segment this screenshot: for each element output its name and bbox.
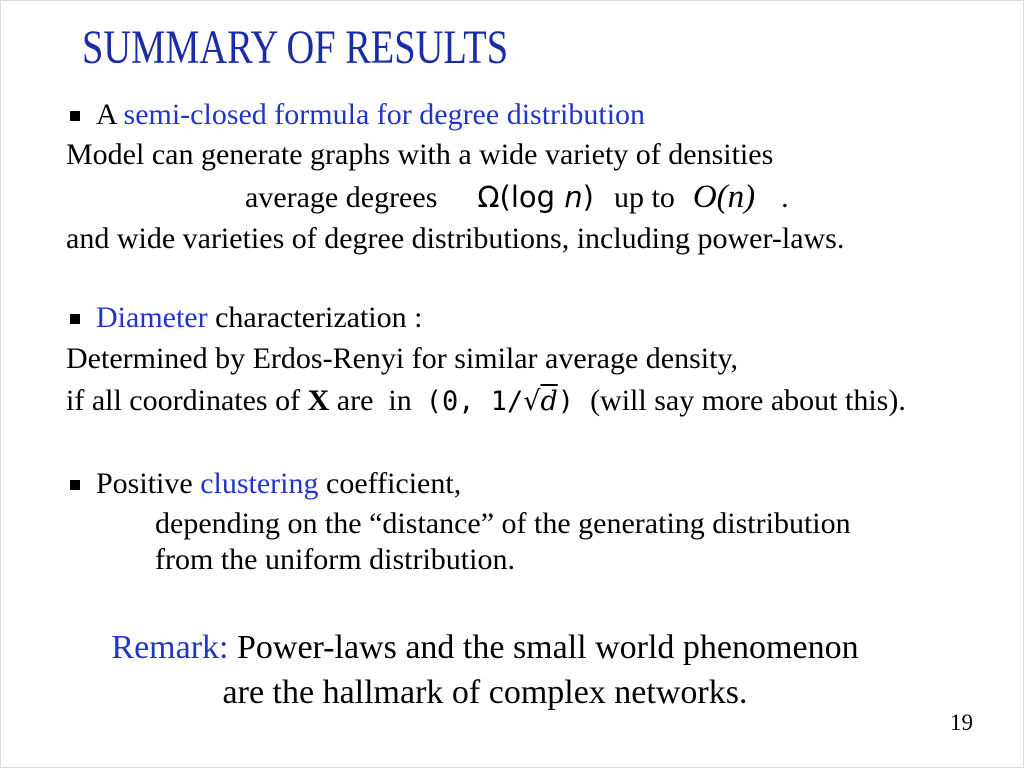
line-pre: if all coordinates of xyxy=(66,384,308,417)
bullet-item-degree-distribution xyxy=(70,95,645,135)
body-line: Model can generate graphs with a wide variety of densities xyxy=(66,138,774,171)
bullet-item-diameter xyxy=(70,298,422,338)
line-post: (will say more about this). xyxy=(590,384,906,417)
formula-upto: up to xyxy=(614,181,675,214)
math-interval-close: ) xyxy=(557,386,575,417)
bullet-square-icon xyxy=(70,480,80,490)
formula-line xyxy=(245,177,789,218)
remark-line2: are the hallmark of complex networks. xyxy=(222,674,748,711)
remark-block xyxy=(0,625,970,715)
body-line-with-math xyxy=(66,381,906,422)
page-number: 19 xyxy=(950,710,973,735)
math-interval-open: (0, 1/ xyxy=(425,386,524,417)
math-big-o-n: O(n) xyxy=(692,179,756,215)
remark-text: Power-laws and the small world phenomenon xyxy=(228,629,859,666)
formula-period: . xyxy=(781,181,789,214)
bullet-text-highlight: semi-closed formula for degree distribution xyxy=(123,98,646,131)
bullet-text-highlight: Diameter xyxy=(96,301,208,334)
bullet-text-black: A xyxy=(96,98,124,131)
remark-label: Remark: xyxy=(111,629,229,666)
bullet-item-clustering xyxy=(70,464,461,504)
line-mid: are in xyxy=(329,384,412,417)
body-line: and wide varieties of degree distributions, including power-laws. xyxy=(66,222,845,255)
bullet-text-highlight: clustering xyxy=(200,467,319,500)
bullet-text-black: coefficient, xyxy=(318,467,462,500)
bullet-text-black: Positive xyxy=(96,467,201,500)
body-line: depending on the “distance” of the generating distribution xyxy=(155,507,851,540)
formula-label: average degrees xyxy=(245,181,438,214)
math-omega-log-n: Ω(log n) xyxy=(477,180,594,214)
math-vector-x: X xyxy=(307,384,330,417)
body-line: from the uniform distribution. xyxy=(155,543,515,576)
slide-title: SUMMARY OF RESULTS xyxy=(82,21,509,74)
bullet-text-black: characterization : xyxy=(207,301,423,334)
body-line: Determined by Erdos-Renyi for similar average density, xyxy=(66,342,739,375)
bullet-square-icon xyxy=(70,111,80,121)
sqrt-radical-icon: √ xyxy=(523,386,541,417)
bullet-square-icon xyxy=(70,314,80,324)
math-var-d: d xyxy=(540,386,558,417)
